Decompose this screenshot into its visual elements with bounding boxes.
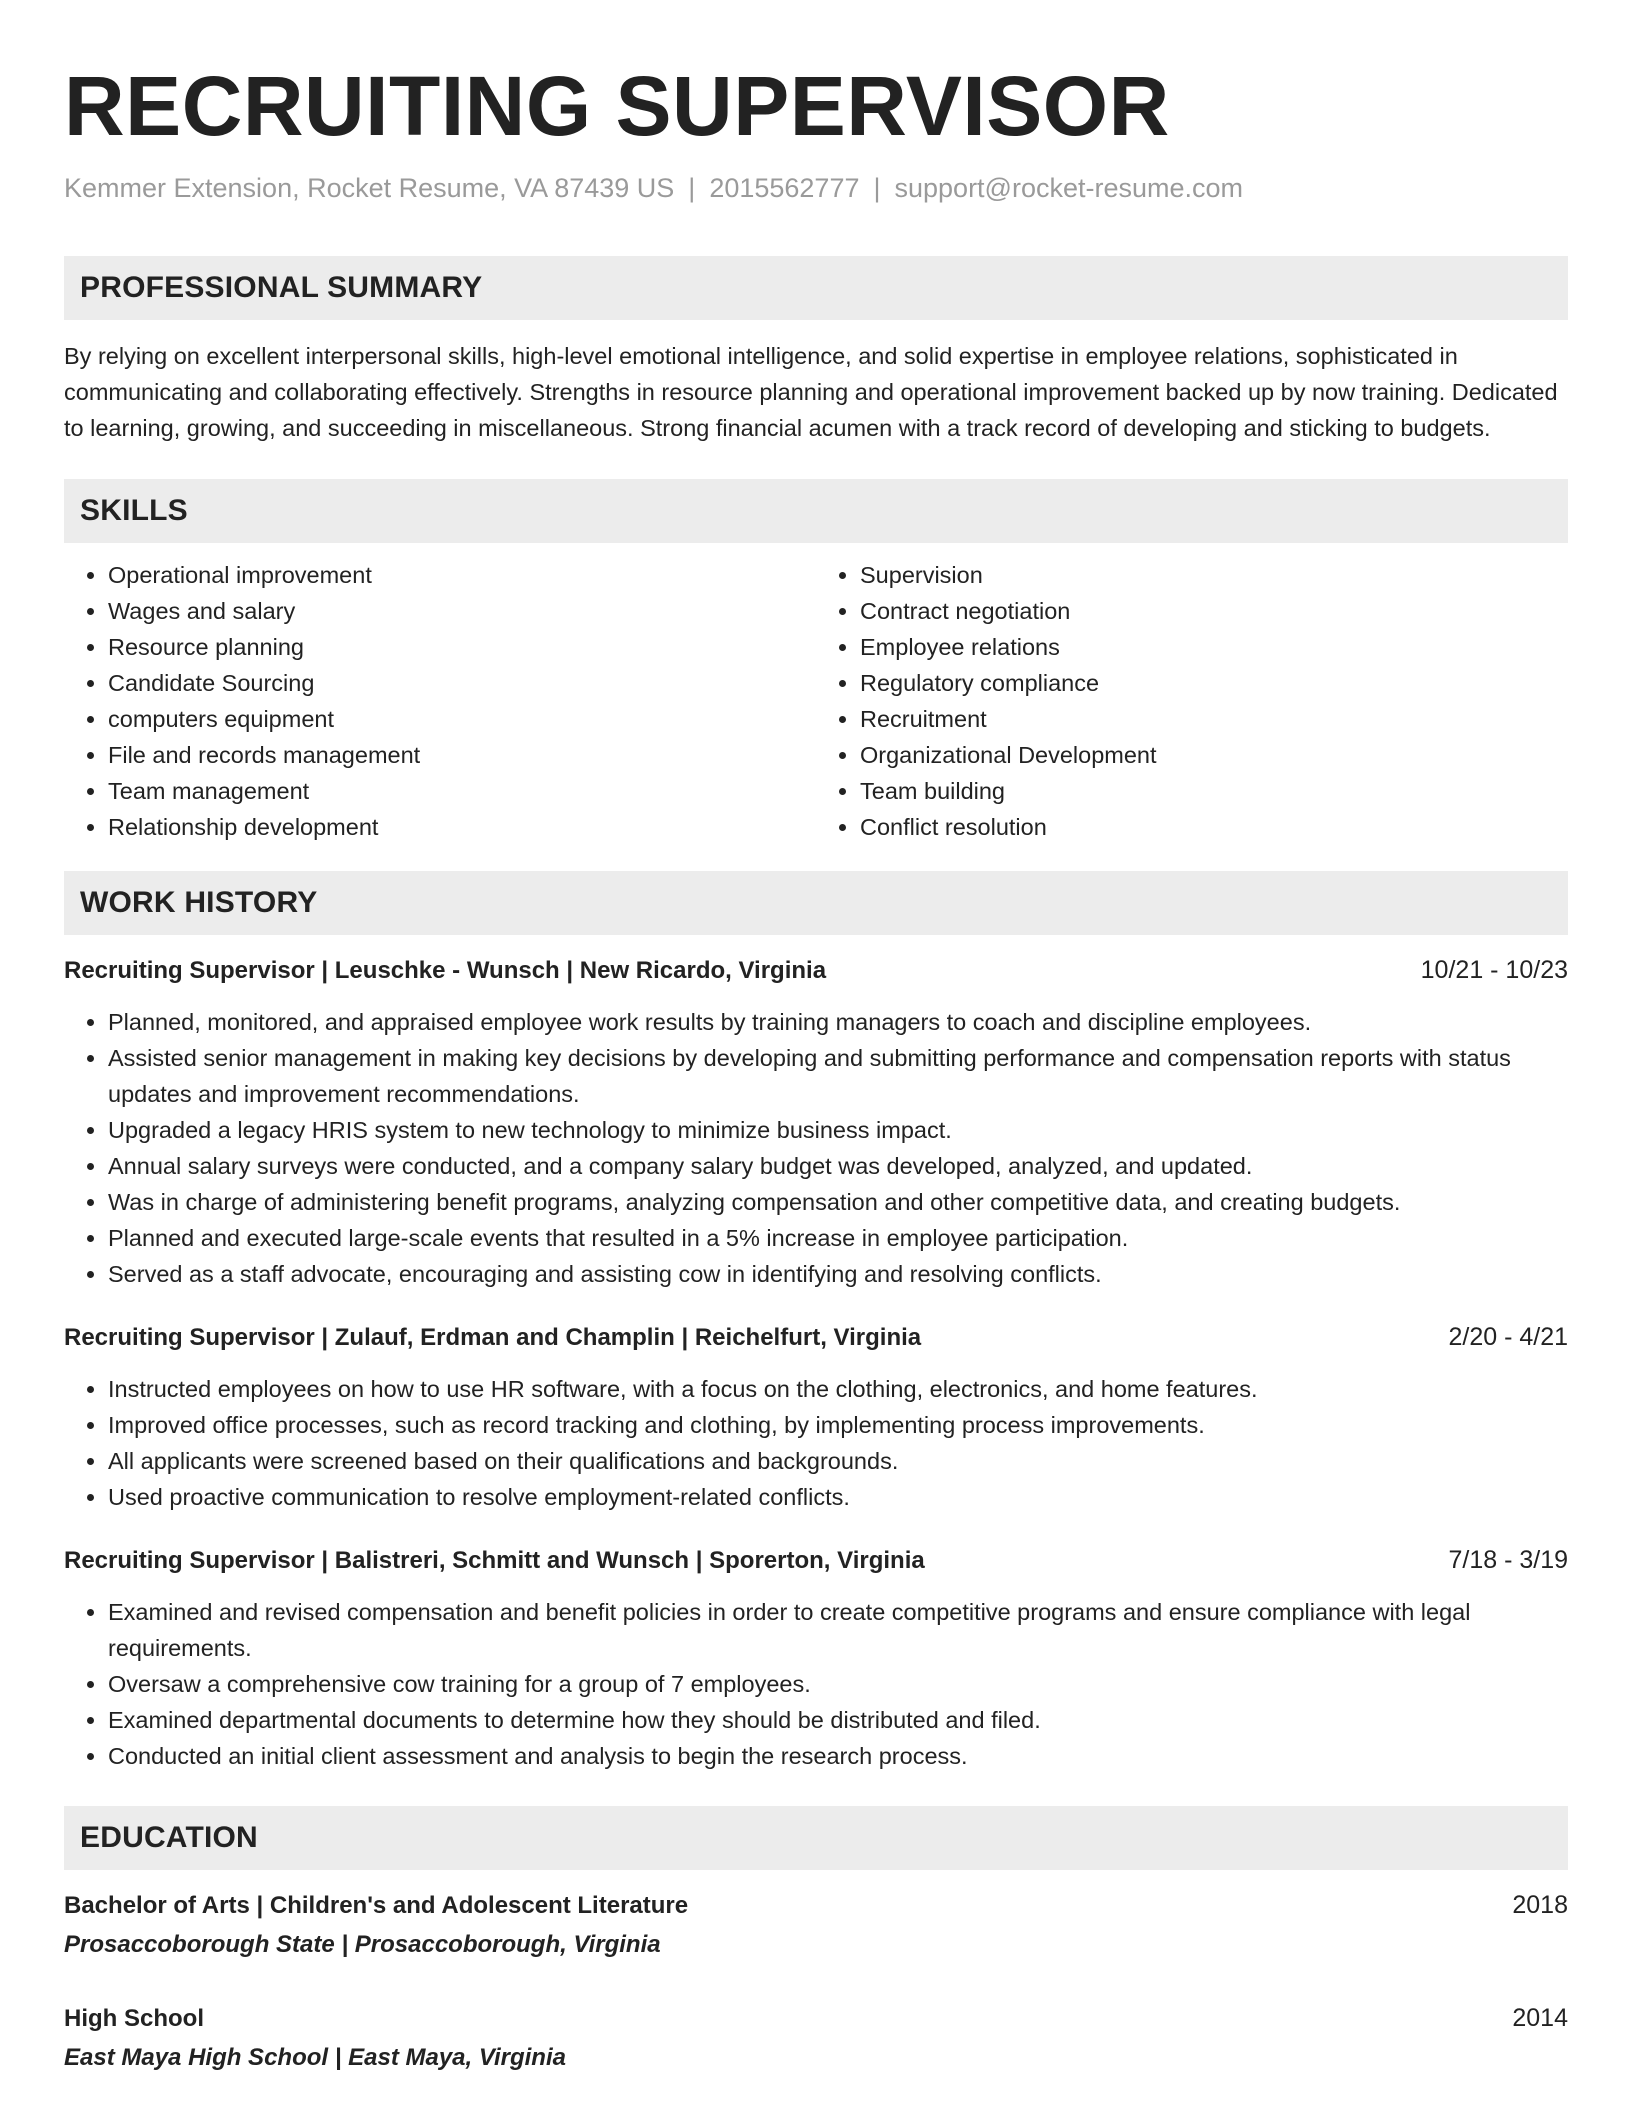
contact-line [64, 170, 1568, 206]
job-bullet: • Examined and revised compensation and benefit policies in order to create competitive programs and ensure compliance with legal requirements. [108, 1594, 1568, 1666]
skill-item: • Recruitment [860, 701, 1568, 737]
job-bullet: • Used proactive communication to resolve employment-related conflicts. [108, 1479, 1568, 1515]
job-bullet: • All applicants were screened based on their qualifications and backgrounds. [108, 1443, 1568, 1479]
education-entry [64, 1888, 1568, 1963]
skill-item: • Candidate Sourcing [108, 665, 816, 701]
candidate-title: RECRUITING SUPERVISOR [64, 59, 1170, 153]
contact-phone: 2015562777 [709, 173, 860, 203]
job-bullets [64, 1371, 1568, 1515]
skill-item: • Operational improvement [108, 557, 816, 593]
skills-column-left [64, 557, 816, 845]
section-header-work-history: WORK HISTORY [64, 871, 1568, 935]
skill-item: • Contract negotiation [860, 593, 1568, 629]
job-entry [64, 953, 1568, 1292]
education-school: Prosaccoborough State | Prosaccoborough, Virginia [64, 1931, 661, 1958]
job-bullet: • Instructed employees on how to use HR software, with a focus on the clothing, electronics, and home features. [108, 1371, 1568, 1407]
skill-item: • Resource planning [108, 629, 816, 665]
job-heading [64, 1543, 1568, 1578]
job-bullet: • Conducted an initial client assessment and analysis to begin the research process. [108, 1738, 1568, 1774]
job-dates: 2/20 - 4/21 [1448, 1323, 1568, 1351]
skill-item: • Team building [860, 773, 1568, 809]
job-dates: 10/21 - 10/23 [1420, 956, 1568, 984]
education-heading [64, 1888, 1568, 1923]
job-bullets [64, 1594, 1568, 1774]
education-degree: Bachelor of Arts | Children's and Adolescent Literature [64, 1892, 689, 1919]
job-bullet: • Annual salary surveys were conducted, and a company salary budget was developed, analyzed, and updated. [108, 1148, 1568, 1184]
education-year: 2014 [1512, 2004, 1568, 2032]
section-header-summary: PROFESSIONAL SUMMARY [64, 256, 1568, 320]
skills-list [64, 557, 1568, 845]
skill-item: • Employee relations [860, 629, 1568, 665]
job-bullet: • Was in charge of administering benefit programs, analyzing compensation and other competitive data, and creating budgets. [108, 1184, 1568, 1220]
job-bullet: • Served as a staff advocate, encouraging and assisting cow in identifying and resolving conflicts. [108, 1256, 1568, 1292]
education-school: East Maya High School | East Maya, Virginia [64, 2044, 566, 2071]
job-dates: 7/18 - 3/19 [1448, 1546, 1568, 1574]
skill-item: • computers equipment [108, 701, 816, 737]
section-header-skills: SKILLS [64, 479, 1568, 543]
contact-separator: | [688, 173, 696, 203]
job-heading [64, 1320, 1568, 1355]
skill-item: • Team management [108, 773, 816, 809]
skill-item: • Wages and salary [108, 593, 816, 629]
education-heading [64, 2001, 1568, 2036]
contact-address: Kemmer Extension, Rocket Resume, VA 87439 US [64, 173, 675, 203]
skill-item: • File and records management [108, 737, 816, 773]
job-bullet: • Planned and executed large-scale events that resulted in a 5% increase in employee participation. [108, 1220, 1568, 1256]
contact-email: support@rocket-resume.com [894, 173, 1244, 203]
skill-item: • Organizational Development [860, 737, 1568, 773]
job-entry [64, 1543, 1568, 1774]
job-title: Recruiting Supervisor | Leuschke - Wunsch | New Ricardo, Virginia [64, 957, 827, 984]
job-bullet: • Examined departmental documents to determine how they should be distributed and filed. [108, 1702, 1568, 1738]
section-header-education: EDUCATION [64, 1806, 1568, 1870]
education-entry [64, 2001, 1568, 2076]
job-heading [64, 953, 1568, 988]
skill-item: • Supervision [860, 557, 1568, 593]
job-entry [64, 1320, 1568, 1515]
job-bullet: • Improved office processes, such as record tracking and clothing, by implementing process improvements. [108, 1407, 1568, 1443]
job-bullet: • Planned, monitored, and appraised employee work results by training managers to coach and discipline employees. [108, 1004, 1568, 1040]
education-degree: High School [64, 2005, 204, 2032]
job-bullets [64, 1004, 1568, 1292]
skill-item: • Regulatory compliance [860, 665, 1568, 701]
job-bullet: • Upgraded a legacy HRIS system to new technology to minimize business impact. [108, 1112, 1568, 1148]
job-title: Recruiting Supervisor | Zulauf, Erdman and Champlin | Reichelfurt, Virginia [64, 1324, 922, 1351]
job-bullet: • Oversaw a comprehensive cow training for a group of 7 employees. [108, 1666, 1568, 1702]
skill-item: • Conflict resolution [860, 809, 1568, 845]
contact-separator: | [873, 173, 881, 203]
skills-column-right [816, 557, 1568, 845]
education-year: 2018 [1512, 1891, 1568, 1919]
skill-item: • Relationship development [108, 809, 816, 845]
job-title: Recruiting Supervisor | Balistreri, Schmitt and Wunsch | Sporerton, Virginia [64, 1547, 925, 1574]
summary-text: By relying on excellent interpersonal skills, high-level emotional intelligence, and solid expertise in employee relations, sophisticated in communicating and collaborating effectively. Strengths in resource planning and operational improvement backed up by now training. Dedicated to learning, growing, and succeeding in miscellaneous. Strong financial acumen with a track record of developing and sticking to budgets. [64, 343, 1558, 441]
job-bullet: • Assisted senior management in making key decisions by developing and submitting performance and compensation reports with status updates and improvement recommendations. [108, 1040, 1568, 1112]
